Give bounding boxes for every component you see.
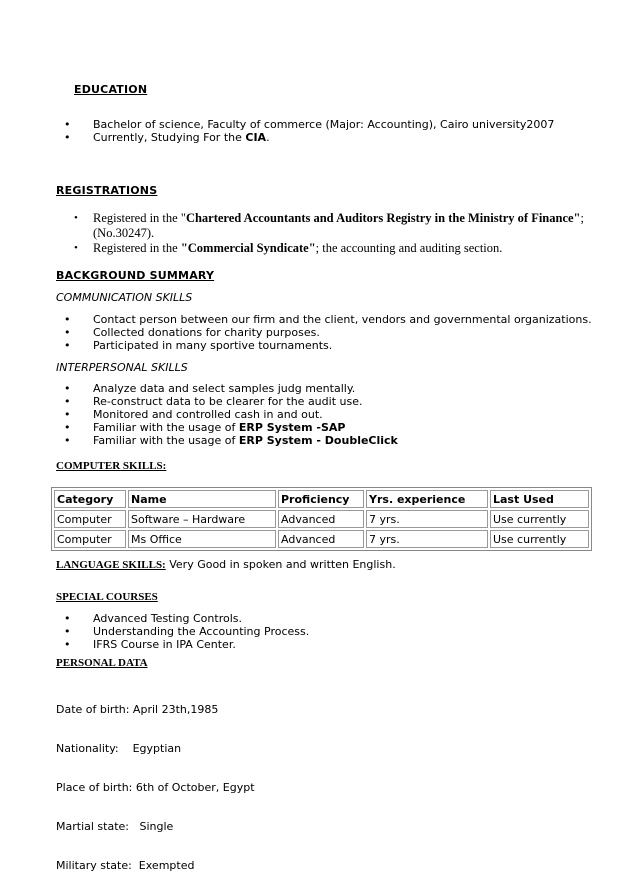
list-item [64,434,624,447]
computer-skills-heading: COMPUTER SKILLS: [56,460,167,472]
list-item-text: Analyze data and select samples judg mentally. [93,382,356,395]
education-item-text: Currently, Studying For the [93,131,246,144]
table-cell: Use currently [490,530,589,548]
registrations-list [74,211,594,256]
registration-bold: "Commercial Syndicate" [180,241,316,255]
table-cell: Advanced [278,530,364,548]
list-item [64,612,624,625]
interpersonal-list [64,382,624,447]
list-item-text: Familiar with the usage of [93,434,239,447]
table-header-cell: Category [54,490,126,508]
list-item [64,408,624,421]
list-item-text: Re-construct data to be clearer for the audit use. [93,395,363,408]
personal-data-line: Nationality: Egyptian [56,742,182,755]
registration-text: Registered in the " [93,211,186,225]
special-courses-list [64,612,624,651]
education-item-text: Bachelor of science, Faculty of commerce (Major: Accounting), Cairo university2007 [93,118,555,131]
communication-list [64,313,624,352]
list-item [64,382,624,395]
table-header-row [54,490,589,508]
list-item-text: Understanding the Accounting Process. [93,625,310,638]
list-item [64,326,624,339]
language-skills-line [56,553,396,572]
list-item-bold: ERP System -SAP [238,421,346,434]
list-item [64,638,624,651]
list-item [64,625,624,638]
personal-data-heading: PERSONAL DATA [56,657,148,669]
table-cell: Computer [54,530,126,548]
registration-text: ; (No.30247). [93,211,584,240]
language-skills-heading: LANGUAGE SKILLS: [56,559,166,571]
list-item-text: Advanced Testing Controls. [93,612,242,625]
personal-data-line: Place of birth: 6th of October, Egypt [56,781,255,794]
communication-skills-title: COMMUNICATION SKILLS [56,291,193,304]
special-courses-heading: SPECIAL COURSES [56,591,158,603]
list-item-text: IFRS Course in IPA Center. [93,638,236,651]
personal-data-block [56,677,255,885]
education-item-bold: CIA [245,131,267,144]
list-item [74,211,594,241]
personal-data-line: Date of birth: April 23th,1985 [56,703,219,716]
table-cell: Software – Hardware [128,510,276,528]
table-header-cell: Name [128,490,276,508]
list-item [74,241,594,256]
table-row [54,510,589,528]
list-item [64,421,624,434]
list-item-text: Participated in many sportive tournaments. [93,339,333,352]
list-item-text: Familiar with the usage of [93,421,239,434]
table-cell: Use currently [490,510,589,528]
registrations-heading: REGISTRATIONS [56,184,158,197]
table-cell: 7 yrs. [366,510,488,528]
table-cell: 7 yrs. [366,530,488,548]
education-heading: EDUCATION [74,83,148,96]
education-list [64,118,624,144]
table-header-cell: Last Used [490,490,589,508]
personal-data-line: Martial state: Single [56,820,174,833]
list-item [64,131,624,144]
table-row [54,530,589,548]
list-item [64,118,624,131]
background-heading: BACKGROUND SUMMARY [56,269,215,282]
list-item-text: Contact person between our firm and the client, vendors and governmental organizations. [93,313,592,326]
list-item [64,313,624,326]
education-item-text: . [266,131,270,144]
table-header-cell: Proficiency [278,490,364,508]
language-skills-text: Very Good in spoken and written English. [165,558,396,571]
list-item [64,339,624,352]
interpersonal-skills-title: INTERPERSONAL SKILLS [56,361,188,374]
personal-data-line: Military state: Exempted [56,859,195,872]
computer-skills-table [51,487,592,551]
list-item-bold: ERP System - DoubleClick [238,434,398,447]
registration-text: Registered in the [93,241,181,255]
table-header-cell: Yrs. experience [366,490,488,508]
registration-text: ; the accounting and auditing section. [315,241,503,255]
table-cell: Computer [54,510,126,528]
table-cell: Ms Office [128,530,276,548]
list-item-text: Monitored and controlled cash in and out. [93,408,323,421]
list-item-text: Collected donations for charity purposes. [93,326,320,339]
registration-bold: Chartered Accountants and Auditors Registry in the Ministry of Finance" [185,211,581,225]
list-item [64,395,624,408]
table-cell: Advanced [278,510,364,528]
